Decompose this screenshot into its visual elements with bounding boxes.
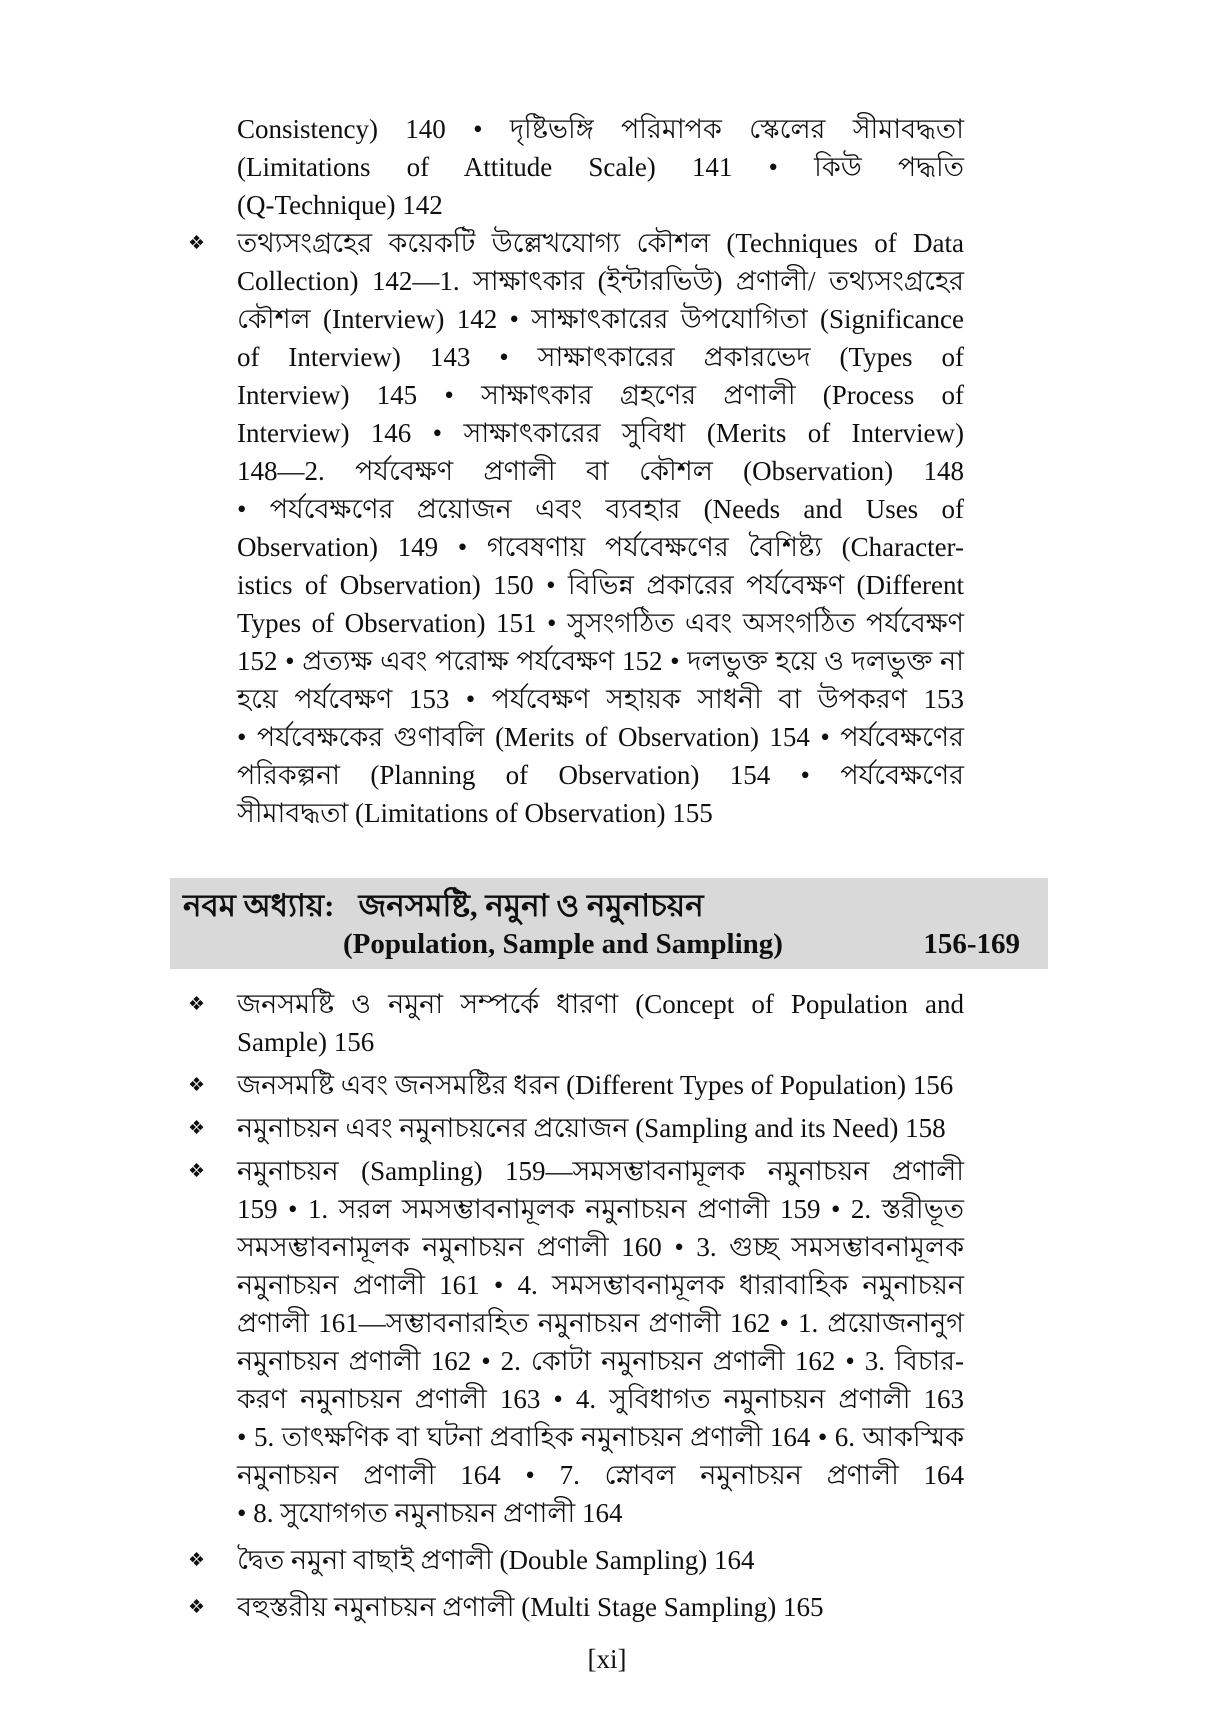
toc-item (188, 1109, 964, 1147)
toc-line: নমুনাচয়ন প্রণালী 164 • 7. স্নোবল নমুনাচয়ন প্রণালী 164 (237, 1460, 964, 1490)
page-number: [xi] (587, 1644, 627, 1674)
toc-line (188, 1152, 964, 1190)
toc-item (188, 1066, 964, 1104)
toc-intro-paragraph (237, 110, 964, 224)
toc-line: (Q-Technique) 142 (237, 190, 443, 220)
chapter-heading-english (183, 925, 1020, 963)
chapter-heading (170, 878, 1048, 969)
toc-line (188, 1066, 964, 1104)
toc-line: Interview) 145 • সাক্ষাৎকার গ্রহণের প্রণালী (Process of (237, 380, 964, 410)
chapter-title-bengali: জনসমষ্টি, নমুনা ও নমুনাচয়ন (358, 888, 704, 923)
toc-item (188, 1588, 964, 1626)
diamond-bullet-icon: ❖ (188, 1075, 206, 1096)
toc-line (188, 985, 964, 1023)
chapter-heading-bengali (183, 887, 1020, 925)
toc-line: নমুনাচয়ন প্রণালী 162 • 2. কোটা নমুনাচয়ন প্রণালী 162 • 3. বিচার- (237, 1346, 964, 1376)
diamond-bullet-icon: ❖ (188, 1550, 206, 1571)
toc-line: (Limitations of Attitude Scale) 141 • কিউ পদ্ধতি (237, 152, 964, 182)
toc-line: করণ নমুনাচয়ন প্রণালী 163 • 4. সুবিধাগত নমুনাচয়ন প্রণালী 163 (237, 1384, 964, 1414)
toc-line: Collection) 142—1. সাক্ষাৎকার (ইন্টারভিউ) প্রণালী/ তথ্যসংগ্রহের (237, 266, 964, 296)
toc-line: 159 • 1. সরল সমসম্ভাবনামূলক নমুনাচয়ন প্রণালী 159 • 2. স্তরীভূত (237, 1194, 964, 1224)
diamond-bullet-icon: ❖ (188, 233, 206, 254)
toc-line: প্রণালী 161—সম্ভাবনারহিত নমুনাচয়ন প্রণালী 162 • 1. প্রয়োজনানুগ (237, 1308, 964, 1338)
toc-line: Consistency) 140 • দৃষ্টিভঙ্গি পরিমাপক স্কেলের সীমাবদ্ধতা (237, 114, 964, 144)
toc-line: পরিকল্পনা (Planning of Observation) 154 • পর্যবেক্ষণের (237, 760, 964, 790)
toc-line-text: নমুনাচয়ন (Sampling) 159—সমসম্ভাবনামূলক নমুনাচয়ন প্রণালী (237, 1156, 964, 1186)
toc-line (188, 1109, 964, 1147)
chapter-number-label: নবম অধ্যায়: (183, 888, 335, 923)
diamond-bullet-icon: ❖ (188, 1597, 206, 1618)
toc-line: 148—2. পর্যবেক্ষণ প্রণালী বা কৌশল (Observation) 148 (237, 456, 964, 486)
diamond-bullet-icon: ❖ (188, 1161, 206, 1182)
chapter-title-english: (Population, Sample and Sampling) (343, 928, 783, 960)
toc-line-text: তথ্যসংগ্রহের কয়েকটি উল্লেখযোগ্য কৌশল (Techniques of Data (237, 228, 964, 258)
toc-line-text: বহুস্তরীয় নমুনাচয়ন প্রণালী (Multi Stage Sampling) 165 (237, 1592, 824, 1622)
toc-line: 152 • প্রত্যক্ষ এবং পরোক্ষ পর্যবেক্ষণ 152 • দলভুক্ত হয়ে ও দলভুক্ত না (237, 646, 964, 676)
toc-line-text: নমুনাচয়ন এবং নমুনাচয়নের প্রয়োজন (Sampling and its Need) 158 (237, 1113, 946, 1143)
chapter-page-range: 156-169 (923, 928, 1020, 960)
toc-item (188, 1152, 964, 1532)
toc-item (188, 985, 964, 1061)
toc-line-text: জনসমষ্টি এবং জনসমষ্টির ধরন (Different Types of Population) 156 (237, 1070, 954, 1100)
toc-line: কৌশল (Interview) 142 • সাক্ষাৎকারের উপযোগিতা (Significance (237, 304, 964, 334)
toc-line: Sample) 156 (237, 1027, 375, 1057)
toc-line: • পর্যবেক্ষণের প্রয়োজন এবং ব্যবহার (Needs and Uses of (237, 494, 964, 524)
toc-line: • 8. সুযোগগত নমুনাচয়ন প্রণালী 164 (237, 1498, 623, 1528)
toc-line (188, 1588, 964, 1626)
toc-line: Types of Observation) 151 • সুসংগঠিত এবং অসংগঠিত পর্যবেক্ষণ (237, 608, 964, 638)
toc-line: Interview) 146 • সাক্ষাৎকারের সুবিধা (Merits of Interview) (237, 418, 964, 448)
diamond-bullet-icon: ❖ (188, 1118, 206, 1139)
toc-line-text: দ্বৈত নমুনা বাছাই প্রণালী (Double Sampling) 164 (237, 1545, 755, 1575)
toc-line: Observation) 149 • গবেষণায় পর্যবেক্ষণের বৈশিষ্ট্য (Character- (237, 532, 964, 562)
toc-line: হয়ে পর্যবেক্ষণ 153 • পর্যবেক্ষণ সহায়ক সাধনী বা উপকরণ 153 (237, 684, 964, 714)
toc-line: • 5. তাৎক্ষণিক বা ঘটনা প্রবাহিক নমুনাচয়ন প্রণালী 164 • 6. আকস্মিক (237, 1422, 964, 1452)
toc-line: সীমাবদ্ধতা (Limitations of Observation) 155 (237, 798, 713, 828)
toc-line: of Interview) 143 • সাক্ষাৎকারের প্রকারভেদ (Types of (237, 342, 964, 372)
toc-line: সমসম্ভাবনামূলক নমুনাচয়ন প্রণালী 160 • 3. গুচ্ছ সমসম্ভাবনামূলক (237, 1232, 964, 1262)
toc-item (188, 1541, 964, 1579)
toc-items (188, 985, 964, 1626)
toc-line (188, 224, 964, 262)
toc-line: নমুনাচয়ন প্রণালী 161 • 4. সমসম্ভাবনামূলক ধারাবাহিক নমুনাচয়ন (237, 1270, 964, 1300)
toc-line: istics of Observation) 150 • বিভিন্ন প্রকারের পর্যবেক্ষণ (Different (237, 570, 964, 600)
toc-line-text: জনসমষ্টি ও নমুনা সম্পর্কে ধারণা (Concept of Population and (237, 989, 964, 1019)
toc-line (188, 1541, 964, 1579)
diamond-bullet-icon: ❖ (188, 994, 206, 1015)
toc-line: • পর্যবেক্ষকের গুণাবলি (Merits of Observation) 154 • পর্যবেক্ষণের (237, 722, 964, 752)
toc-item-data-collection (188, 224, 964, 832)
